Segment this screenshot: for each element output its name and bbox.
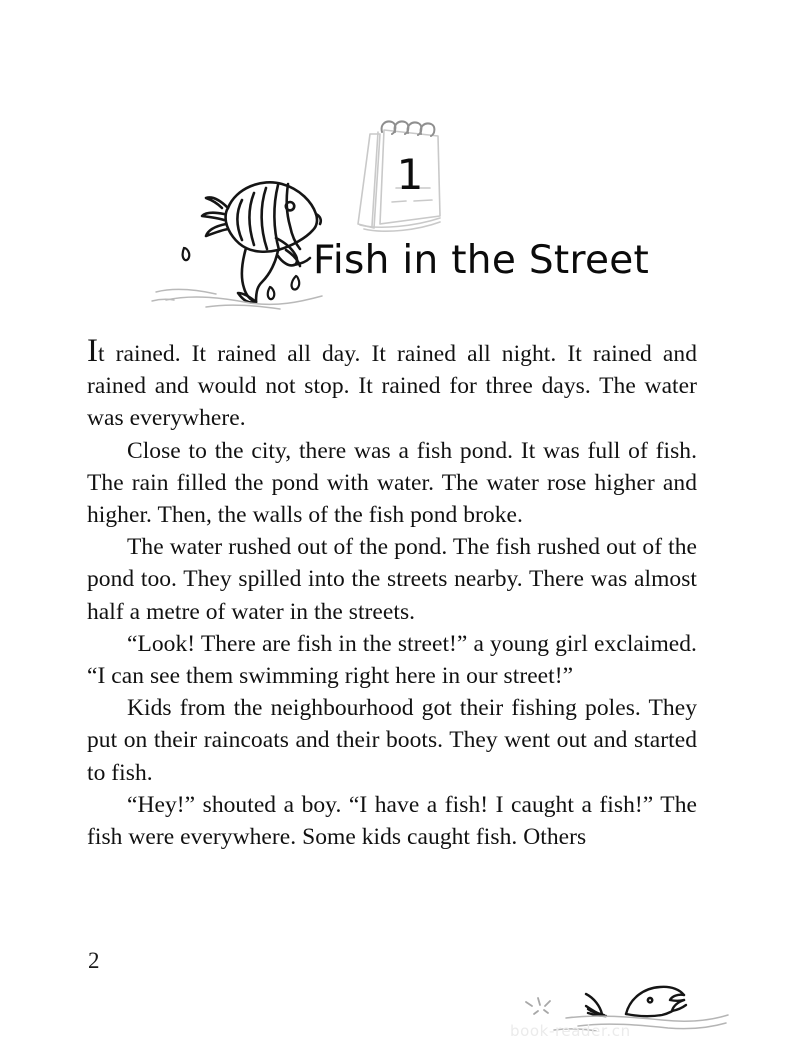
chapter-header	[0, 0, 800, 310]
flip-calendar-icon	[340, 112, 460, 242]
page-number: 2	[88, 948, 100, 973]
chapter-title: Fish in the Street	[313, 238, 650, 283]
paragraph-6: “Hey!” shouted a boy. “I have a fish! I caught a fish!” The fish were everywhere. Some kids caught fish. Others	[87, 791, 697, 851]
jumping-fish-icon	[150, 150, 350, 310]
chapter-number: 1	[396, 149, 424, 199]
body-text	[87, 335, 697, 853]
paragraph-1: It rained. It rained all day. It rained all night. It rained and rained and would not stop. It rained for three days. The water was everywhere.	[87, 333, 697, 432]
paragraph-5: Kids from the neighbourhood got their fishing poles. They put on their raincoats and their boots. They went out and started to fish.	[87, 695, 697, 786]
site-watermark: book-reader.cn	[510, 1022, 631, 1040]
paragraph-4: “Look! There are fish in the street!” a young girl exclaimed. “I can see them swimming right here in our street!”	[87, 630, 697, 690]
paragraph-3: The water rushed out of the pond. The fish rushed out of the pond too. They spilled into the streets nearby. There was almost half a metre of water in the streets.	[87, 534, 697, 625]
paragraph-2: Close to the city, there was a fish pond. It was full of fish. The rain filled the pond with water. The water rose higher and higher. Then, the walls of the fish pond broke.	[87, 437, 697, 529]
